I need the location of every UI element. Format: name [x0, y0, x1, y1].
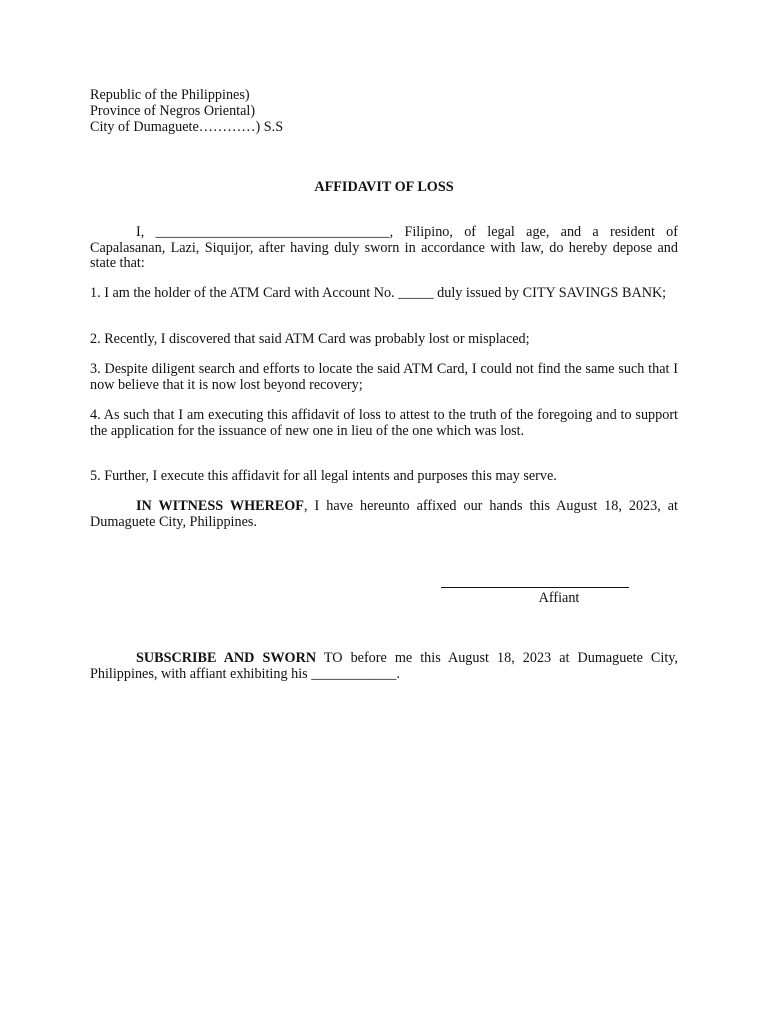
- venue-line-province: Province of Negros Oriental): [90, 103, 256, 120]
- intro-paragraph: I, _________________________________, Filipino, of legal age, and a resident of Capalasanan, Lazi, Siquijor, after having duly sworn in accordance with law, do hereby depose and state that:: [90, 224, 678, 271]
- affiant-label: Affiant: [538, 590, 580, 606]
- jurat-paragraph: [90, 651, 678, 682]
- statement-item-1: 1. I am the holder of the ATM Card with Account No. _____ duly issued by CITY SAVINGS BANK;: [90, 285, 667, 301]
- venue-line-republic: Republic of the Philippines): [90, 87, 250, 103]
- witness-paragraph: [90, 499, 678, 530]
- witness-lead: IN WITNESS WHEREOF: [136, 498, 304, 514]
- signature-line: [441, 587, 629, 588]
- venue-header: [90, 87, 678, 136]
- document-title: AFFIDAVIT OF LOSS: [314, 179, 454, 195]
- statement-item-4: 4. As such that I am executing this affidavit of loss to attest to the truth of the foregoing and to support the application for the issuance of new one in lieu of the one which was lost.: [90, 407, 678, 439]
- statement-item-2: 2. Recently, I discovered that said ATM Card was probably lost or misplaced;: [90, 331, 530, 347]
- witness-text: , I have hereunto affixed our hands this August 18, 2023, at Dumaguete City, Philippines.: [90, 498, 679, 530]
- statement-item-3: 3. Despite diligent search and efforts to locate the said ATM Card, I could not find the same such that I now believe that it is now lost beyond recovery;: [90, 361, 678, 393]
- venue-line-city: City of Dumaguete…………) S.S: [90, 119, 284, 136]
- statement-item-5: 5. Further, I execute this affidavit for all legal intents and purposes this may serve.: [90, 468, 557, 484]
- jurat-lead: SUBSCRIBE AND SWORN: [136, 650, 317, 666]
- jurat-text: TO before me this August 18, 2023 at Dumaguete City, Philippines, with affiant exhibiting his ____________.: [90, 650, 678, 682]
